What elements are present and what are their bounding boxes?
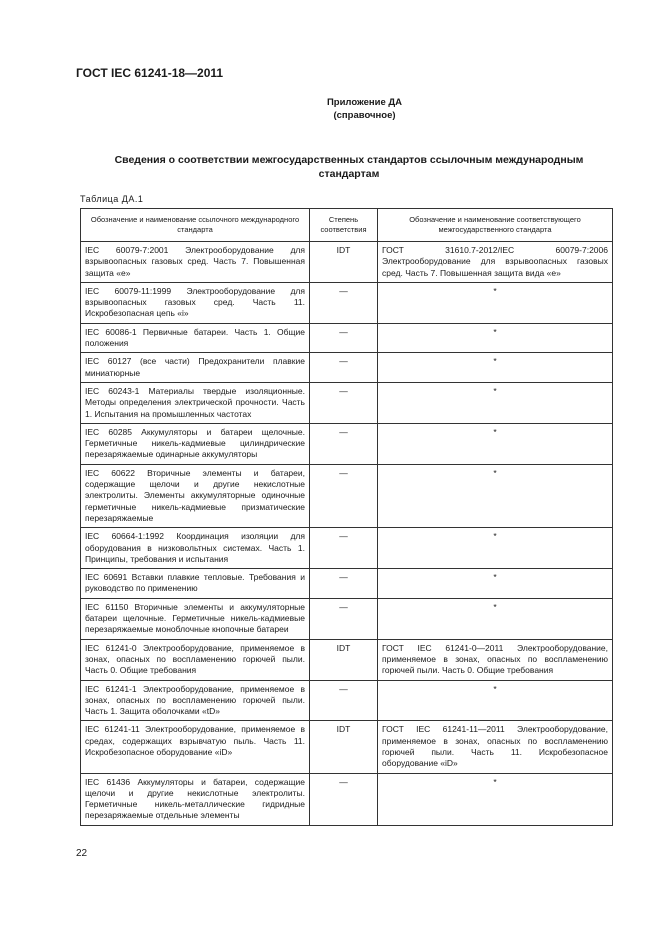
table-row — [81, 282, 613, 323]
degree-cell: — — [310, 569, 378, 599]
annex-heading — [34, 96, 661, 122]
table-row — [81, 242, 613, 283]
degree-cell: — — [310, 423, 378, 464]
reference-standard-cell: IEC 60664-1:1992 Координация изоляции для оборудования в низковольтных системах. Часть 1. Принципы, требования и испытания — [81, 528, 310, 569]
degree-cell: IDT — [310, 721, 378, 773]
header-national-standard: Обозначение и наименование соответствующего межгосударственного стандарта — [378, 209, 613, 242]
degree-cell: — — [310, 282, 378, 323]
table-row — [81, 323, 613, 353]
degree-cell: — — [310, 353, 378, 383]
national-standard-cell: * — [378, 423, 613, 464]
page-number: 22 — [76, 848, 88, 859]
annex-subtitle: (справочное) — [333, 110, 396, 121]
national-standard-cell: ГОСТ IEC 61241-11—2011 Электрооборудование, применяемое в зонах, опасных по воспламенению горючей пыли. Часть 11. Искробезопасное оборудование «iD» — [378, 721, 613, 773]
table-row — [81, 680, 613, 721]
table-header-row — [81, 209, 613, 242]
table-row — [81, 639, 613, 680]
table-row — [81, 382, 613, 423]
reference-standard-cell: IEC 60127 (все части) Предохранители плавкие миниатюрные — [81, 353, 310, 383]
national-standard-cell: * — [378, 382, 613, 423]
degree-cell: — — [310, 773, 378, 825]
degree-cell: IDT — [310, 639, 378, 680]
national-standard-cell: ГОСТ 31610.7-2012/IEC 60079-7:2006 Электрооборудование для взрывоопасных газовых сред. Часть 7. Повышенная защита вида «е» — [378, 242, 613, 283]
national-standard-cell: ГОСТ IEC 61241-0—2011 Электрооборудование, применяемое в зонах, опасных по воспламенению горючей пыли. Часть 0. Общие требования — [378, 639, 613, 680]
table-caption: Таблица ДА.1 — [80, 194, 144, 204]
degree-cell: — — [310, 323, 378, 353]
degree-cell: — — [310, 680, 378, 721]
table-row — [81, 721, 613, 773]
national-standard-cell: * — [378, 464, 613, 527]
reference-standard-cell: IEC 60086-1 Первичные батареи. Часть 1. Общие положения — [81, 323, 310, 353]
annex-title: Приложение ДА — [326, 97, 403, 108]
header-degree: Степень соответствия — [310, 209, 378, 242]
table-row — [81, 773, 613, 825]
national-standard-cell: * — [378, 528, 613, 569]
reference-standard-cell: IEC 60079-7:2001 Электрооборудование для взрывоопасных газовых сред. Часть 7. Повышенная защита «е» — [81, 242, 310, 283]
reference-standard-cell: IEC 61241-0 Электрооборудование, применяемое в зонах, опасных по воспламенению горючей пыли. Часть 0. Общие требования — [81, 639, 310, 680]
national-standard-cell: * — [378, 569, 613, 599]
reference-standard-cell: IEC 60622 Вторичные элементы и батареи, содержащие щелочи и другие некислотные электролиты. Элементы аккумуляторные одиночные герметичные никель-кадмиевые призматические перезаряжаемые — [81, 464, 310, 527]
header-reference-standard: Обозначение и наименование ссылочного международного стандарта — [81, 209, 310, 242]
reference-standard-cell: IEC 61150 Вторичные элементы и аккумуляторные батареи щелочные. Герметичные никель-кадмиевые перезаряжаемые моноблочные кнопочные батареи — [81, 598, 310, 639]
degree-cell: — — [310, 598, 378, 639]
national-standard-cell: * — [378, 323, 613, 353]
section-title: Сведения о соответствии межгосударственных стандартов ссылочным международным стандартам — [114, 154, 584, 180]
table-row — [81, 353, 613, 383]
degree-cell: — — [310, 528, 378, 569]
table-row — [81, 423, 613, 464]
table-row — [81, 598, 613, 639]
reference-standard-cell: IEC 61436 Аккумуляторы и батареи, содержащие щелочи и другие некислотные электролиты. Герметичные никель-металлические гидридные перезаряжаемые отдельные элементы — [81, 773, 310, 825]
reference-standard-cell: IEC 60691 Вставки плавкие тепловые. Требования и руководство по применению — [81, 569, 310, 599]
document-code: ГОСТ IEC 61241-18—2011 — [76, 66, 224, 80]
reference-standard-cell: IEC 61241-11 Электрооборудование, применяемое в средах, содержащих взрывчатую пыль. Часть 11. Искробезопасное оборудование «iD» — [81, 721, 310, 773]
national-standard-cell: * — [378, 353, 613, 383]
reference-standard-cell: IEC 60285 Аккумуляторы и батареи щелочные. Герметичные никель-кадмиевые цилиндрические перезаряжаемые одинарные аккумуляторы — [81, 423, 310, 464]
national-standard-cell: * — [378, 282, 613, 323]
table-row — [81, 569, 613, 599]
national-standard-cell: * — [378, 598, 613, 639]
correspondence-table — [80, 208, 613, 826]
national-standard-cell: * — [378, 680, 613, 721]
degree-cell: — — [310, 464, 378, 527]
table-body — [81, 242, 613, 826]
table-row — [81, 464, 613, 527]
reference-standard-cell: IEC 60243-1 Материалы твердые изоляционные. Методы определения электрической прочности. Часть 1. Испытания на промышленных частотах — [81, 382, 310, 423]
table-row — [81, 528, 613, 569]
degree-cell: IDT — [310, 242, 378, 283]
national-standard-cell: * — [378, 773, 613, 825]
reference-standard-cell: IEC 61241-1 Электрооборудование, применяемое в зонах, опасных по воспламенению горючей пыли. Часть 1. Защита оболочками «tD» — [81, 680, 310, 721]
reference-standard-cell: IEC 60079-11:1999 Электрооборудование для взрывоопасных газовых сред. Часть 11. Искробезопасная цепь «i» — [81, 282, 310, 323]
degree-cell: — — [310, 382, 378, 423]
